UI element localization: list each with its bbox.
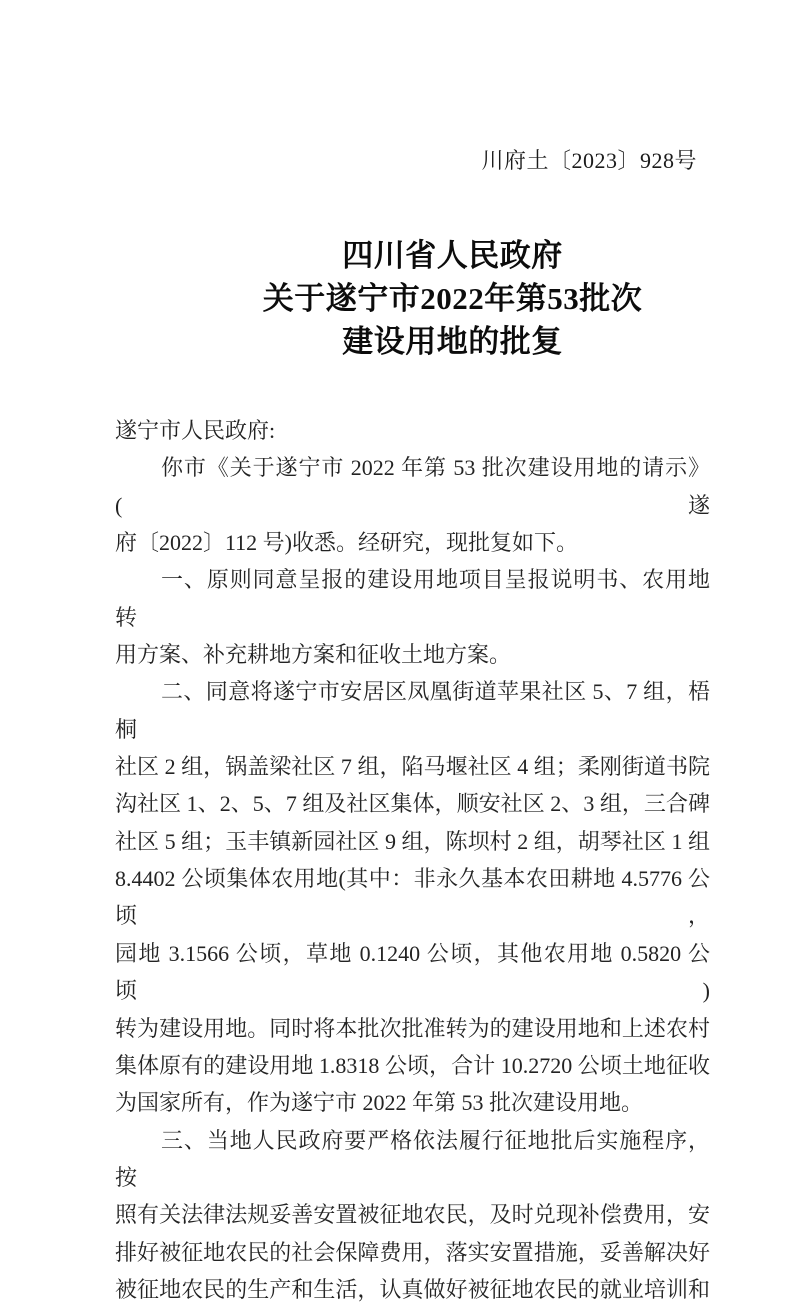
body-line: 社区 2 组，锅盖梁社区 7 组，陷马堰社区 4 组；柔刚街道书院 — [115, 754, 710, 780]
body-line: 三、当地人民政府要严格依法履行征地批后实施程序，按 — [115, 1127, 710, 1190]
salutation-line: 遂宁市人民政府: — [115, 418, 276, 443]
body-line: 沟社区 1、2、5、7 组及社区集体，顺安社区 2、3 组，三合碑 — [115, 791, 710, 817]
document-body — [115, 412, 710, 1308]
document-title — [0, 234, 810, 363]
body-line: 被征地农民的生产和生活，认真做好被征地农民的就业培训和 — [115, 1276, 710, 1302]
title-line-issuer: 四川省人民政府 — [342, 238, 563, 273]
body-line: 转为建设用地。同时将本批次批准转为的建设用地和上述农村 — [115, 1015, 710, 1041]
document-number: 川府土〔2023〕928号 — [481, 148, 697, 173]
body-line: 一、原则同意呈报的建设用地项目呈报说明书、农用地转 — [115, 567, 710, 630]
title-line-subject-cont: 建设用地的批复 — [342, 324, 563, 359]
body-line: 排好被征地农民的社会保障费用，落实安置措施，妥善解决好 — [115, 1239, 710, 1265]
body-line: 二、同意将遂宁市安居区凤凰街道苹果社区 5、7 组，梧桐 — [115, 679, 710, 742]
body-line: 照有关法律法规妥善安置被征地农民，及时兑现补偿费用，安 — [115, 1202, 710, 1228]
title-line-subject: 关于遂宁市2022年第53批次 — [262, 281, 643, 316]
body-line: 你市《关于遂宁市 2022 年第 53 批次建设用地的请示》(遂 — [115, 455, 710, 518]
body-line: 府〔2022〕112 号)收悉。经研究，现批复如下。 — [115, 530, 579, 556]
body-line: 社区 5 组；玉丰镇新园社区 9 组，陈坝村 2 组，胡琴社区 1 组 — [115, 828, 710, 854]
body-line: 为国家所有，作为遂宁市 2022 年第 53 批次建设用地。 — [115, 1090, 644, 1116]
body-line: 8.4402 公顷集体农用地(其中：非永久基本农田耕地 4.5776 公顷， — [115, 866, 710, 929]
body-line: 园地 3.1566 公顷，草地 0.1240 公顷，其他农用地 0.5820 公顷) — [115, 940, 710, 1004]
body-line: 集体原有的建设用地 1.8318 公顷，合计 10.2720 公顷土地征收 — [115, 1052, 710, 1078]
body-line: 用方案、补充耕地方案和征收土地方案。 — [115, 642, 512, 668]
